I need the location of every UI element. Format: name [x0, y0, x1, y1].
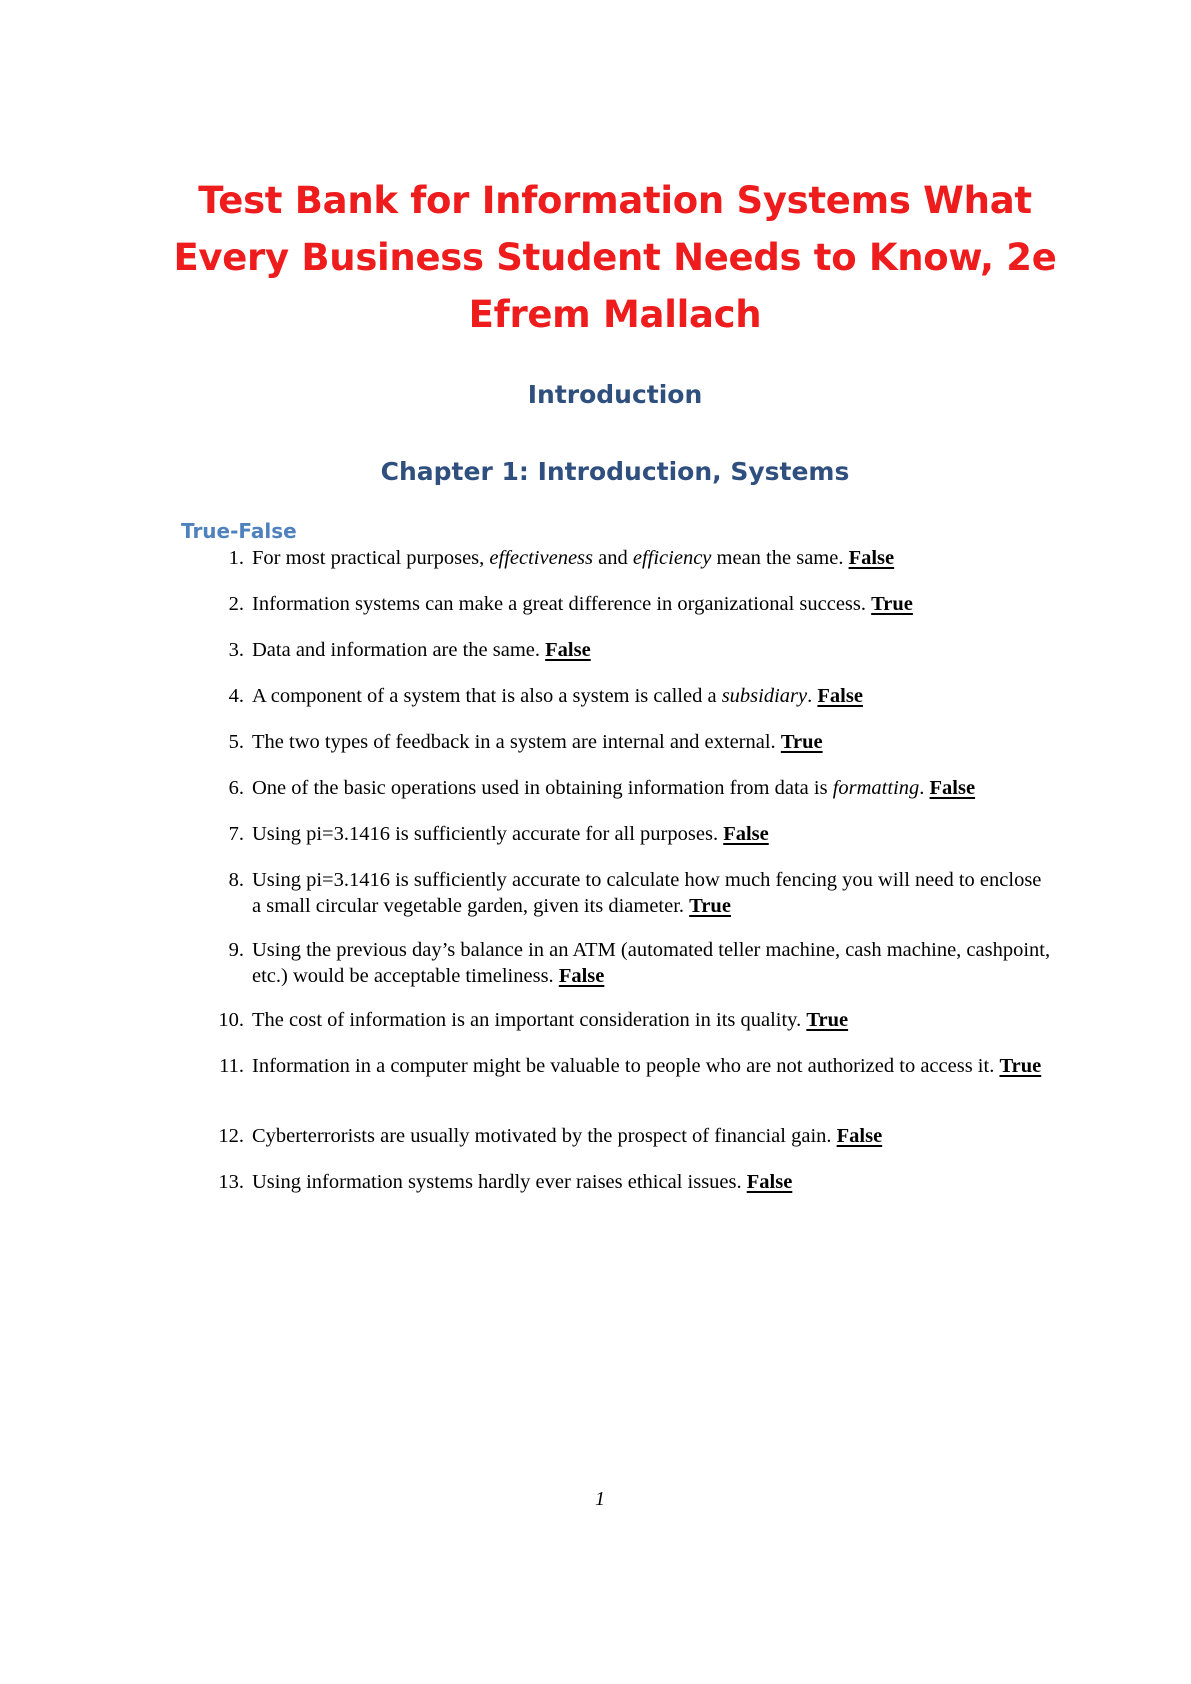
question-text: [252, 821, 1052, 847]
question-text-segment: Using the previous day’s balance in an ATM (automated teller machine, cash machine, cashpoint, etc.) would be acceptable timeliness.: [252, 939, 1051, 987]
question-number: 6.: [228, 777, 244, 799]
question-text: [252, 1123, 1052, 1149]
answer-label: False: [723, 823, 769, 845]
section-heading-true-false: True-False: [181, 519, 297, 543]
emphasized-term: effectiveness: [489, 547, 594, 569]
question-number: 5.: [228, 731, 244, 753]
question-text-segment: A component of a system that is also a system is called a: [252, 685, 722, 707]
question-text: [252, 729, 1052, 755]
question-text: [252, 683, 1052, 709]
question-text: [252, 937, 1052, 989]
question-text: [252, 775, 1052, 801]
question-text-segment: Using information systems hardly ever raises ethical issues.: [252, 1171, 747, 1193]
answer-label: False: [746, 1171, 793, 1193]
question-text-segment: For most practical purposes,: [252, 547, 490, 569]
title-line-1: Test Bank for Information Systems What: [198, 179, 1032, 222]
question-number: 3.: [228, 639, 244, 661]
answer-label: False: [929, 777, 976, 799]
chapter-heading: Chapter 1: Introduction, Systems: [380, 457, 850, 486]
answer-label: False: [558, 965, 605, 987]
question-number: 10.: [218, 1009, 244, 1031]
intro-heading: Introduction: [527, 380, 703, 409]
question-number: 4.: [228, 685, 244, 707]
question-text: [252, 867, 1052, 919]
question-text-segment: and: [593, 547, 633, 569]
page-number: 1: [595, 1488, 605, 1510]
question-text-segment: Using pi=3.1416 is sufficiently accurate to calculate how much fencing you will need to enclose a small circular vegetable garden, given its diameter.: [252, 869, 1042, 917]
answer-label: True: [689, 895, 731, 917]
title-line-3-author: Efrem Mallach: [468, 293, 762, 336]
question-text-segment: .: [919, 777, 930, 799]
document-title: [120, 172, 1110, 343]
question-text-segment: Information systems can make a great difference in organizational success.: [252, 593, 872, 615]
question-number: 13.: [218, 1171, 244, 1193]
question-text-segment: .: [807, 685, 818, 707]
question-text: [252, 545, 1052, 571]
question-text: [252, 1053, 1052, 1079]
emphasized-term: formatting: [832, 777, 920, 799]
question-number: 8.: [228, 869, 244, 891]
answer-label: False: [836, 1125, 883, 1147]
question-text-segment: The cost of information is an important consideration in its quality.: [252, 1009, 807, 1031]
question-text-segment: Data and information are the same.: [252, 639, 546, 661]
emphasized-term: subsidiary: [721, 685, 808, 707]
question-number: 11.: [219, 1055, 244, 1077]
answer-label: False: [545, 639, 591, 661]
question-text: [252, 1007, 1052, 1033]
answer-label: True: [999, 1055, 1042, 1077]
question-text-segment: The two types of feedback in a system are internal and external.: [252, 731, 781, 753]
question-number: 12.: [218, 1125, 244, 1147]
question-number: 1.: [228, 547, 244, 569]
title-line-2: Every Business Student Needs to Know, 2e: [173, 236, 1057, 279]
question-number: 7.: [228, 823, 244, 845]
question-number: 9.: [228, 939, 244, 961]
emphasized-term: efficiency: [632, 547, 712, 569]
question-text: [252, 591, 1052, 617]
question-number: 2.: [228, 593, 244, 615]
question-text-segment: Information in a computer might be valuable to people who are not authorized to access it.: [252, 1055, 1000, 1077]
question-text-segment: Cyberterrorists are usually motivated by the prospect of financial gain.: [252, 1125, 837, 1147]
answer-label: False: [817, 685, 863, 707]
question-text: [252, 1169, 1052, 1195]
question-text-segment: One of the basic operations used in obtaining information from data is: [252, 777, 833, 799]
answer-label: True: [806, 1009, 849, 1031]
question-text: [252, 637, 1052, 663]
answer-label: False: [848, 547, 895, 569]
question-text-segment: mean the same.: [711, 547, 849, 569]
answer-label: True: [780, 731, 823, 753]
question-text-segment: Using pi=3.1416 is sufficiently accurate for all purposes.: [252, 823, 724, 845]
answer-label: True: [871, 593, 913, 615]
